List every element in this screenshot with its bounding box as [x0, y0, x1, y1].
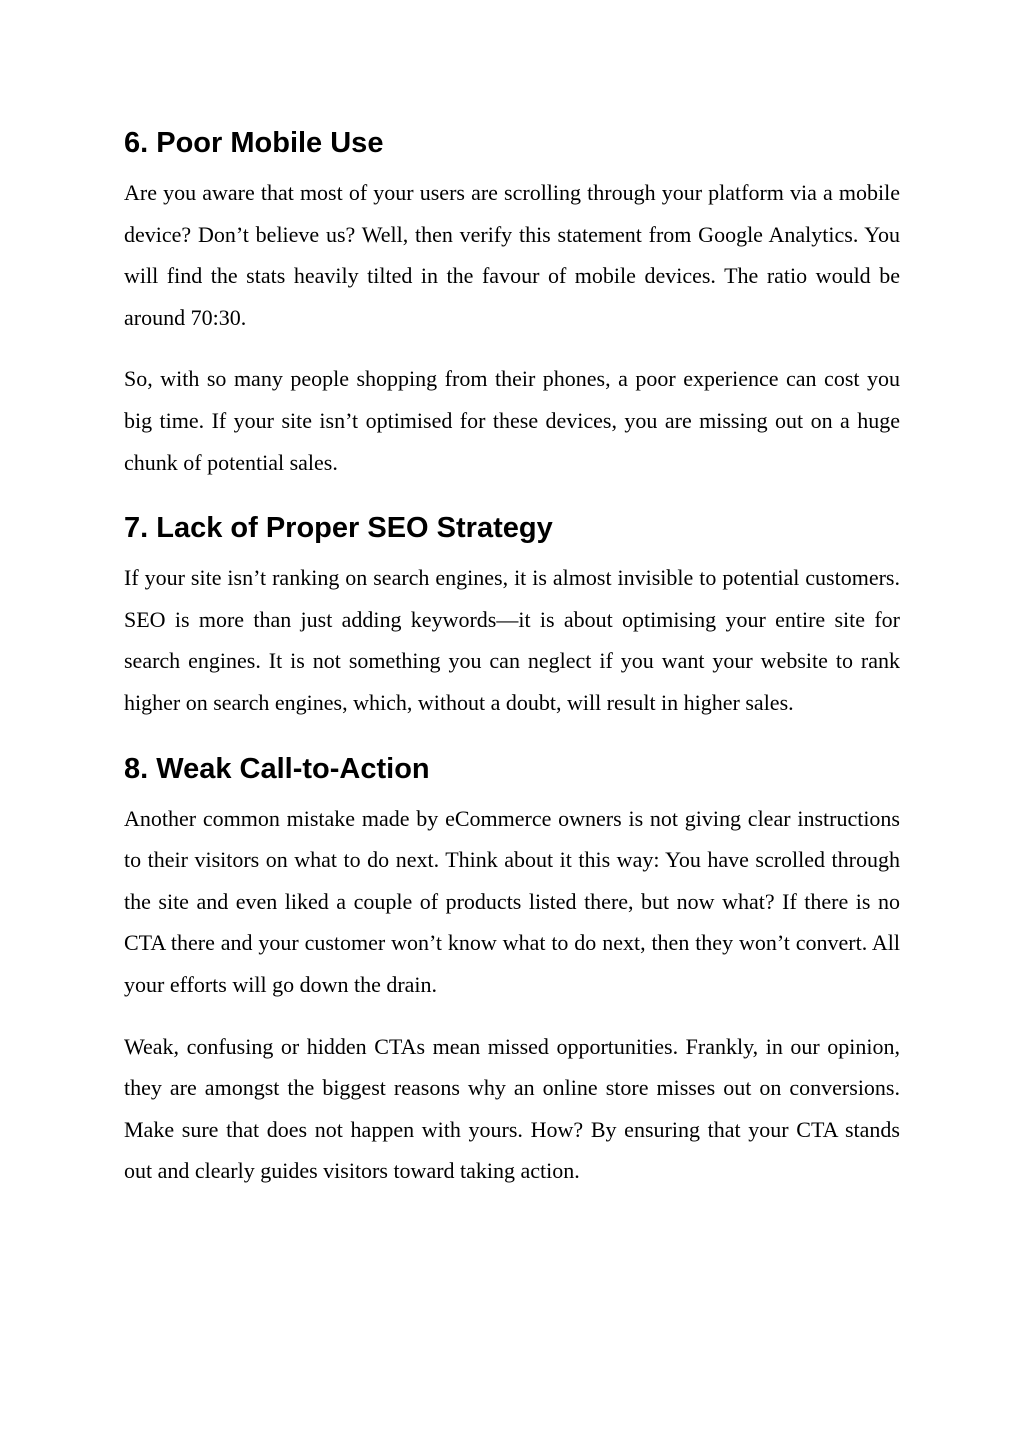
section-heading: 6. Poor Mobile Use	[124, 127, 384, 159]
body-paragraph: So, with so many people shopping from their phones, a poor experience can cost you big time. If your site isn’t optimised for these devices, you are missing out on a huge chunk of potential sales.	[124, 366, 900, 475]
section-poor-mobile-use	[124, 118, 900, 483]
article-content	[124, 118, 900, 1212]
section-weak-call-to-action	[124, 744, 900, 1192]
section-heading: 8. Weak Call-to-Action	[124, 752, 430, 785]
section-heading: 7. Lack of Proper SEO Strategy	[124, 512, 553, 545]
section-lack-of-seo-strategy	[124, 503, 900, 723]
body-paragraph: Are you aware that most of your users are scrolling through your platform via a mobile device? Don’t believe us? Well, then verify this statement from Google Analytics. You will find the stats heavily tilted in the favour of mobile devices. The ratio would be around 70:30.	[124, 180, 900, 330]
body-paragraph: If your site isn’t ranking on search engines, it is almost invisible to potential customers. SEO is more than just adding keywords—it is about optimising your entire site for search engines. It is not something you can neglect if you want your website to rank higher on search engines, which, without a doubt, will result in higher sales.	[124, 565, 900, 715]
body-paragraph: Weak, confusing or hidden CTAs mean missed opportunities. Frankly, in our opinion, they are amongst the biggest reasons why an online store misses out on conversions. Make sure that does not happen with yours. How? By ensuring that your CTA stands out and clearly guides visitors toward taking action.	[124, 1033, 900, 1184]
body-paragraph: Another common mistake made by eCommerce owners is not giving clear instructions to their visitors on what to do next. Think about it this way: You have scrolled through the site and even liked a couple of products listed there, but now what? If there is no CTA there and your customer won’t know what to do next, then they won’t convert. All your efforts will go down the drain.	[124, 805, 900, 997]
